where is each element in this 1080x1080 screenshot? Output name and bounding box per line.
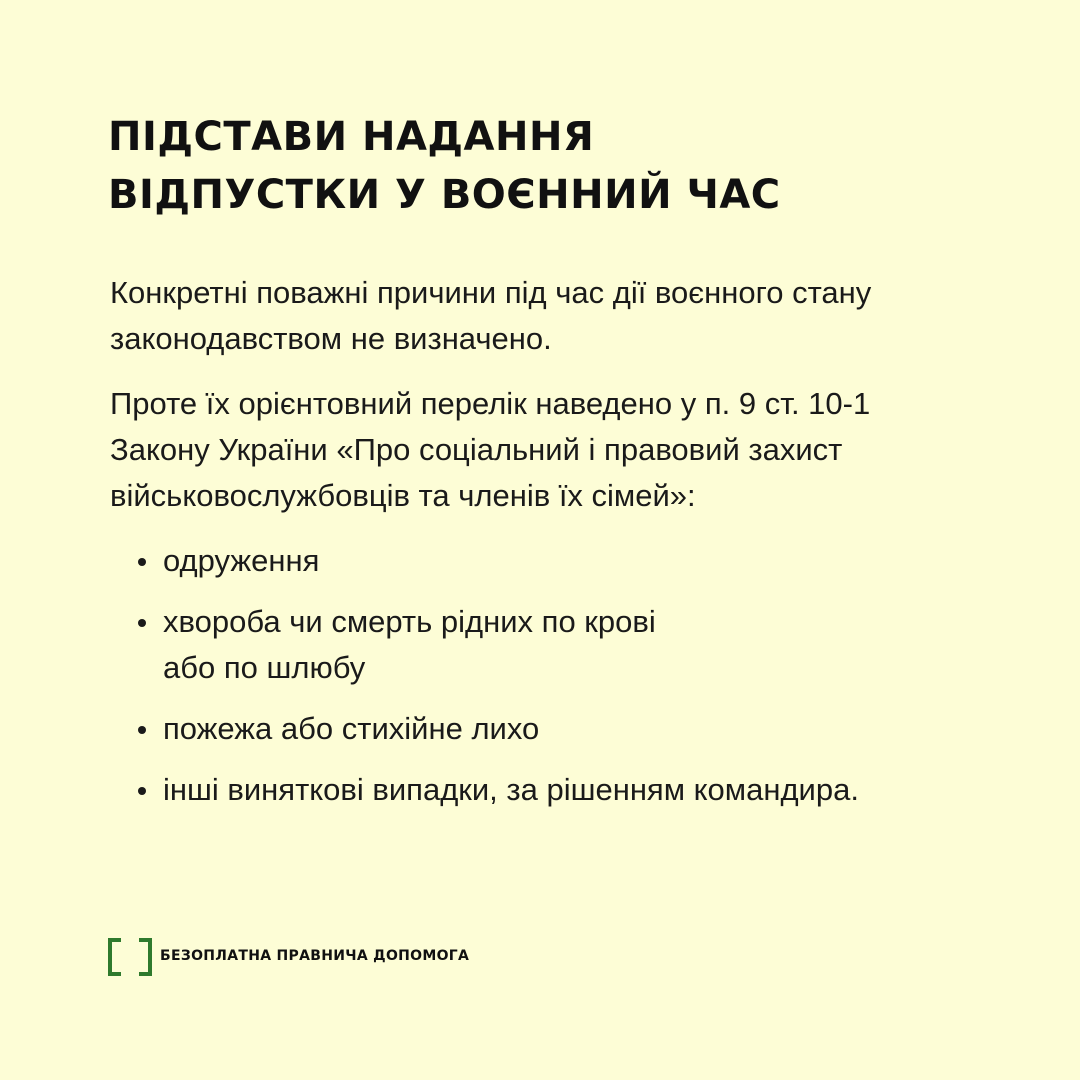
law-reference-paragraph — [110, 381, 990, 519]
list-item-text: інші виняткові випадки, за рішенням командира. — [163, 772, 859, 807]
reasons-list — [110, 538, 990, 828]
page-title — [108, 108, 988, 224]
bullet-icon — [138, 619, 146, 627]
list-item-text: одруження — [163, 543, 320, 578]
list-item — [110, 706, 990, 752]
left-bracket-shape — [108, 938, 121, 976]
intro-paragraph — [110, 270, 990, 362]
list-item-text-continued: або по шлюбу — [163, 650, 366, 685]
list-item — [110, 599, 990, 691]
title-line-2: ВІДПУСТКИ У ВОЄННИЙ ЧАС — [108, 172, 781, 218]
footer-logo — [108, 938, 469, 974]
list-item — [110, 767, 990, 813]
law-line-1: Проте їх орієнтовний перелік наведено у п. 9 ст. 10-1 — [110, 386, 871, 421]
list-item — [110, 538, 990, 584]
list-item-text: хвороба чи смерть рідних по крові — [163, 604, 656, 639]
intro-line-2: законодавством не визначено. — [110, 321, 552, 356]
law-line-3: військовослужбовців та членів їх сімей»: — [110, 478, 696, 513]
bullet-icon — [138, 726, 146, 734]
intro-line-1: Конкретні поважні причини під час дії воєнного стану — [110, 275, 872, 310]
bracket-logo-icon — [108, 938, 152, 974]
organization-name: БЕЗОПЛАТНА ПРАВНИЧА ДОПОМОГА — [160, 948, 470, 964]
bullet-icon — [138, 558, 146, 566]
title-line-1: ПІДСТАВИ НАДАННЯ — [108, 114, 595, 160]
bullet-icon — [138, 787, 146, 795]
law-line-2: Закону України «Про соціальний і правовий захист — [110, 432, 843, 467]
right-bracket-shape — [139, 938, 152, 976]
list-item-text: пожежа або стихійне лихо — [163, 711, 540, 746]
